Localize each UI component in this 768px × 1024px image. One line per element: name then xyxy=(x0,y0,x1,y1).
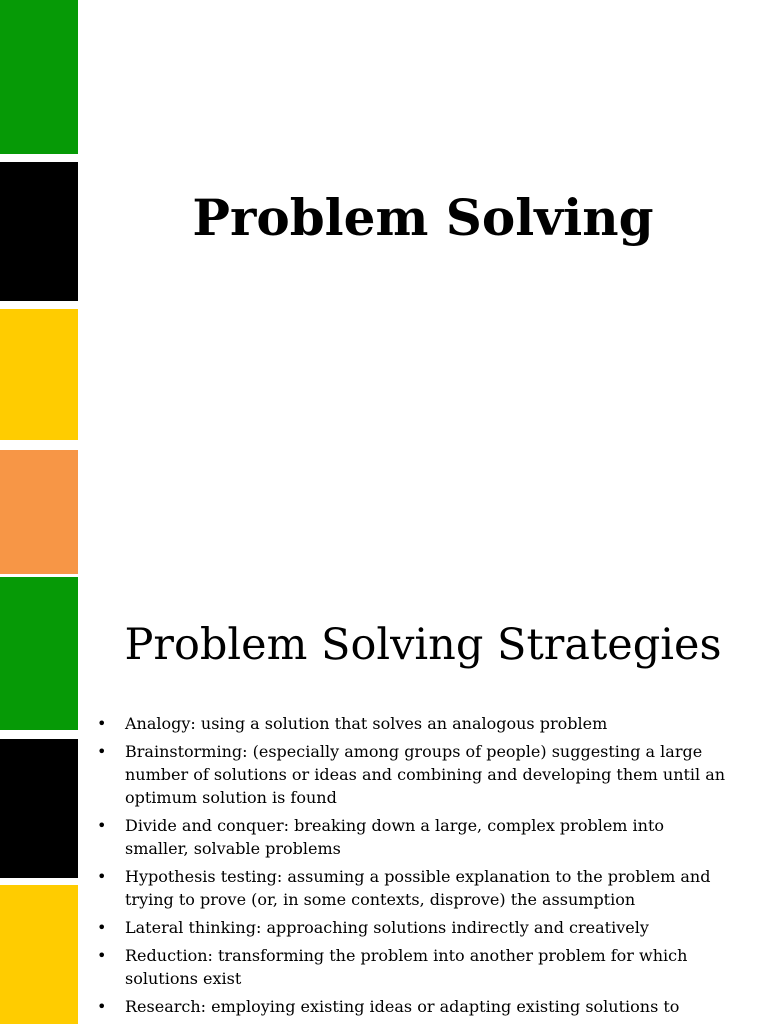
bullet-icon: • xyxy=(97,714,107,733)
black-stripe xyxy=(0,162,78,301)
color-stripe-sidebar xyxy=(0,0,78,1024)
bullet-icon: • xyxy=(97,816,107,835)
list-item xyxy=(97,944,727,990)
bullet-icon: • xyxy=(97,918,107,937)
list-item xyxy=(97,712,727,735)
green-stripe xyxy=(0,577,78,730)
strategy-text: Analogy: using a solution that solves an analogous problem xyxy=(125,714,608,733)
strategy-text: Lateral thinking: approaching solutions indirectly and creatively xyxy=(125,918,649,937)
yellow-stripe xyxy=(0,885,78,1024)
list-item xyxy=(97,740,727,809)
strategy-text: Divide and conquer: breaking down a large, complex problem into smaller, solvable problems xyxy=(125,816,665,858)
strategy-text: Brainstorming: (especially among groups of people) suggesting a large number of solutions or ideas and combining and developing them until an optimum solution is found xyxy=(125,742,726,807)
section-heading: Problem Solving Strategies xyxy=(124,620,722,670)
list-item xyxy=(97,916,727,939)
list-item xyxy=(97,865,727,911)
black-stripe xyxy=(0,739,78,878)
orange-stripe xyxy=(0,450,78,574)
bullet-icon: • xyxy=(97,742,107,761)
strategy-text: Hypothesis testing: assuming a possible explanation to the problem and trying to prove (or, in some contexts, disprove) the assumption xyxy=(125,867,711,909)
strategy-text: Reduction: transforming the problem into another problem for which solutions exist xyxy=(125,946,688,988)
bullet-icon: • xyxy=(97,867,107,886)
bullet-icon: • xyxy=(97,946,107,965)
list-item xyxy=(97,814,727,860)
strategy-list xyxy=(97,712,727,1023)
green-stripe xyxy=(0,0,78,154)
slide-title: Problem Solving xyxy=(192,188,654,247)
yellow-stripe xyxy=(0,309,78,440)
list-item xyxy=(97,995,727,1018)
bullet-icon: • xyxy=(97,997,107,1016)
strategy-text: Research: employing existing ideas or adapting existing solutions to xyxy=(125,997,680,1016)
